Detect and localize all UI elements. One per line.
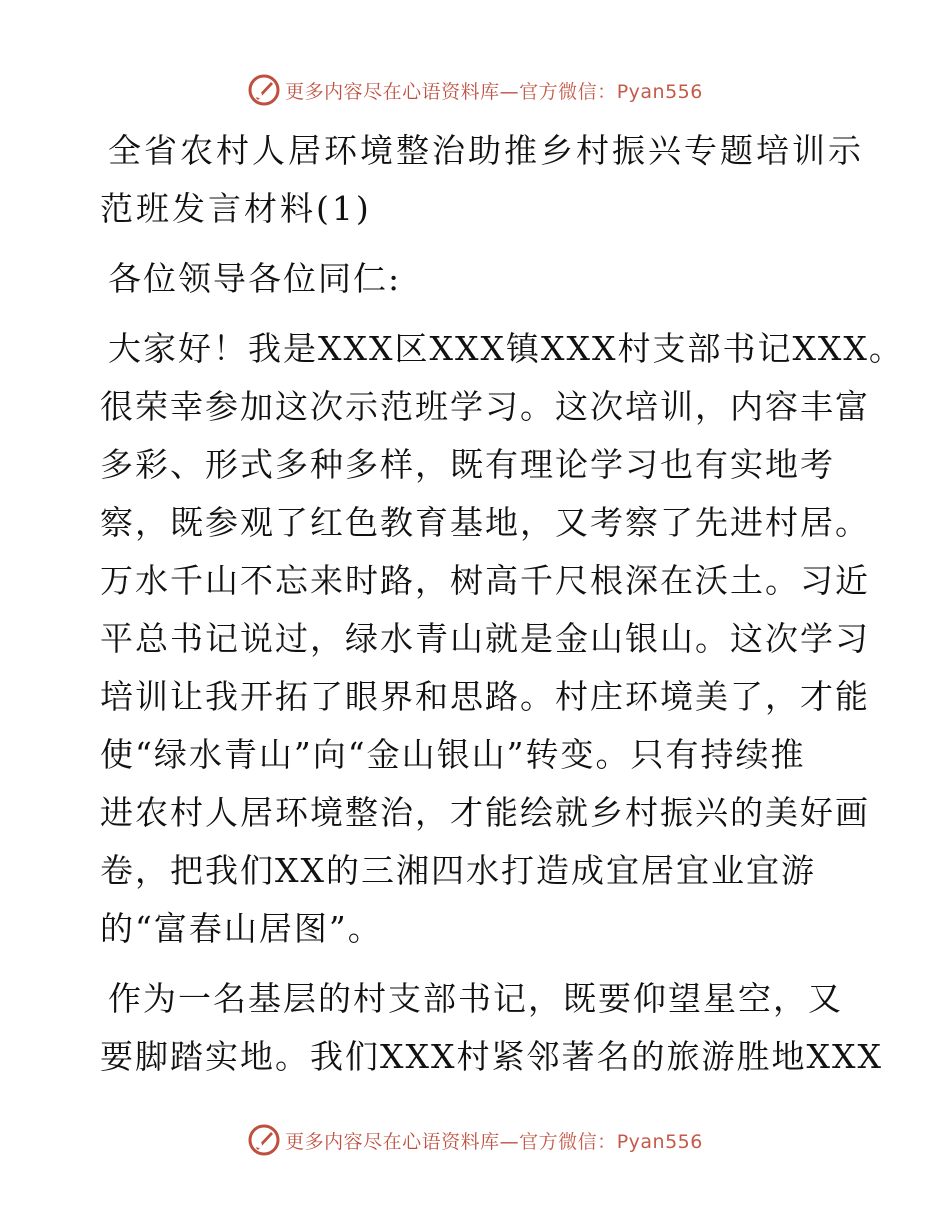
paragraph-line: 要脚踏实地。我们XXX村紧邻著名的旅游胜地XXX [100,1037,883,1076]
banner-separator: — [499,80,520,103]
paragraph-line: 多彩、形式多种多样，既有理论学习也有实地考 [100,445,835,484]
header-banner [0,70,950,110]
banner-text: 更多内容尽在心语资料库 [285,1130,500,1153]
document-body [100,122,904,1086]
paragraph-line: 察，既参观了红色教育基地，又考察了先进村居。 [100,503,870,542]
title-line: 全省农村人居环境整治助推乡村振兴专题培训示 [108,131,864,170]
paragraph-line: 培训让我开拓了眼界和思路。村庄环境美了，才能 [100,677,870,716]
paragraph-line: 大家好！我是XXX区XXX镇XXX村支部书记XXX。 [108,329,904,368]
paragraph-line: 进农村人居环境整治，才能绘就乡村振兴的美好画 [100,793,870,832]
salutation-line: 各位领导各位同仁: [108,259,402,298]
wechat-id: Pyan556 [616,80,703,103]
paragraph-1 [100,320,904,958]
paragraph-line: 的“富春山居图”。 [100,909,383,948]
paragraph-2 [100,970,883,1086]
paragraph-line: 卷，把我们XX的三湘四水打造成宜居宜业宜游 [100,851,816,890]
title-line: 范班发言材料(1) [100,189,372,228]
paragraph-line: 万水千山不忘来时路，树高千尺根深在沃土。习近 [100,561,870,600]
wechat-id: Pyan556 [616,1130,703,1153]
paragraph-line: 使“绿水青山”向“金山银山”转变。只有持续推 [100,735,806,774]
paragraph-line: 很荣幸参加这次示范班学习。这次培训，内容丰富 [100,387,870,426]
banner-separator: — [499,1130,520,1153]
paragraph-line: 作为一名基层的村支部书记，既要仰望星空，又 [108,979,843,1018]
footer-banner [0,1120,950,1160]
paragraph-line: 平总书记说过，绿水青山就是金山银山。这次学习 [100,619,870,658]
salutation [100,250,860,308]
document-title [100,122,864,238]
quill-seal-icon [247,1123,281,1157]
banner-text: 更多内容尽在心语资料库 [285,80,500,103]
quill-seal-icon [247,73,281,107]
wechat-label: 官方微信： [519,1130,617,1153]
wechat-label: 官方微信： [519,80,617,103]
